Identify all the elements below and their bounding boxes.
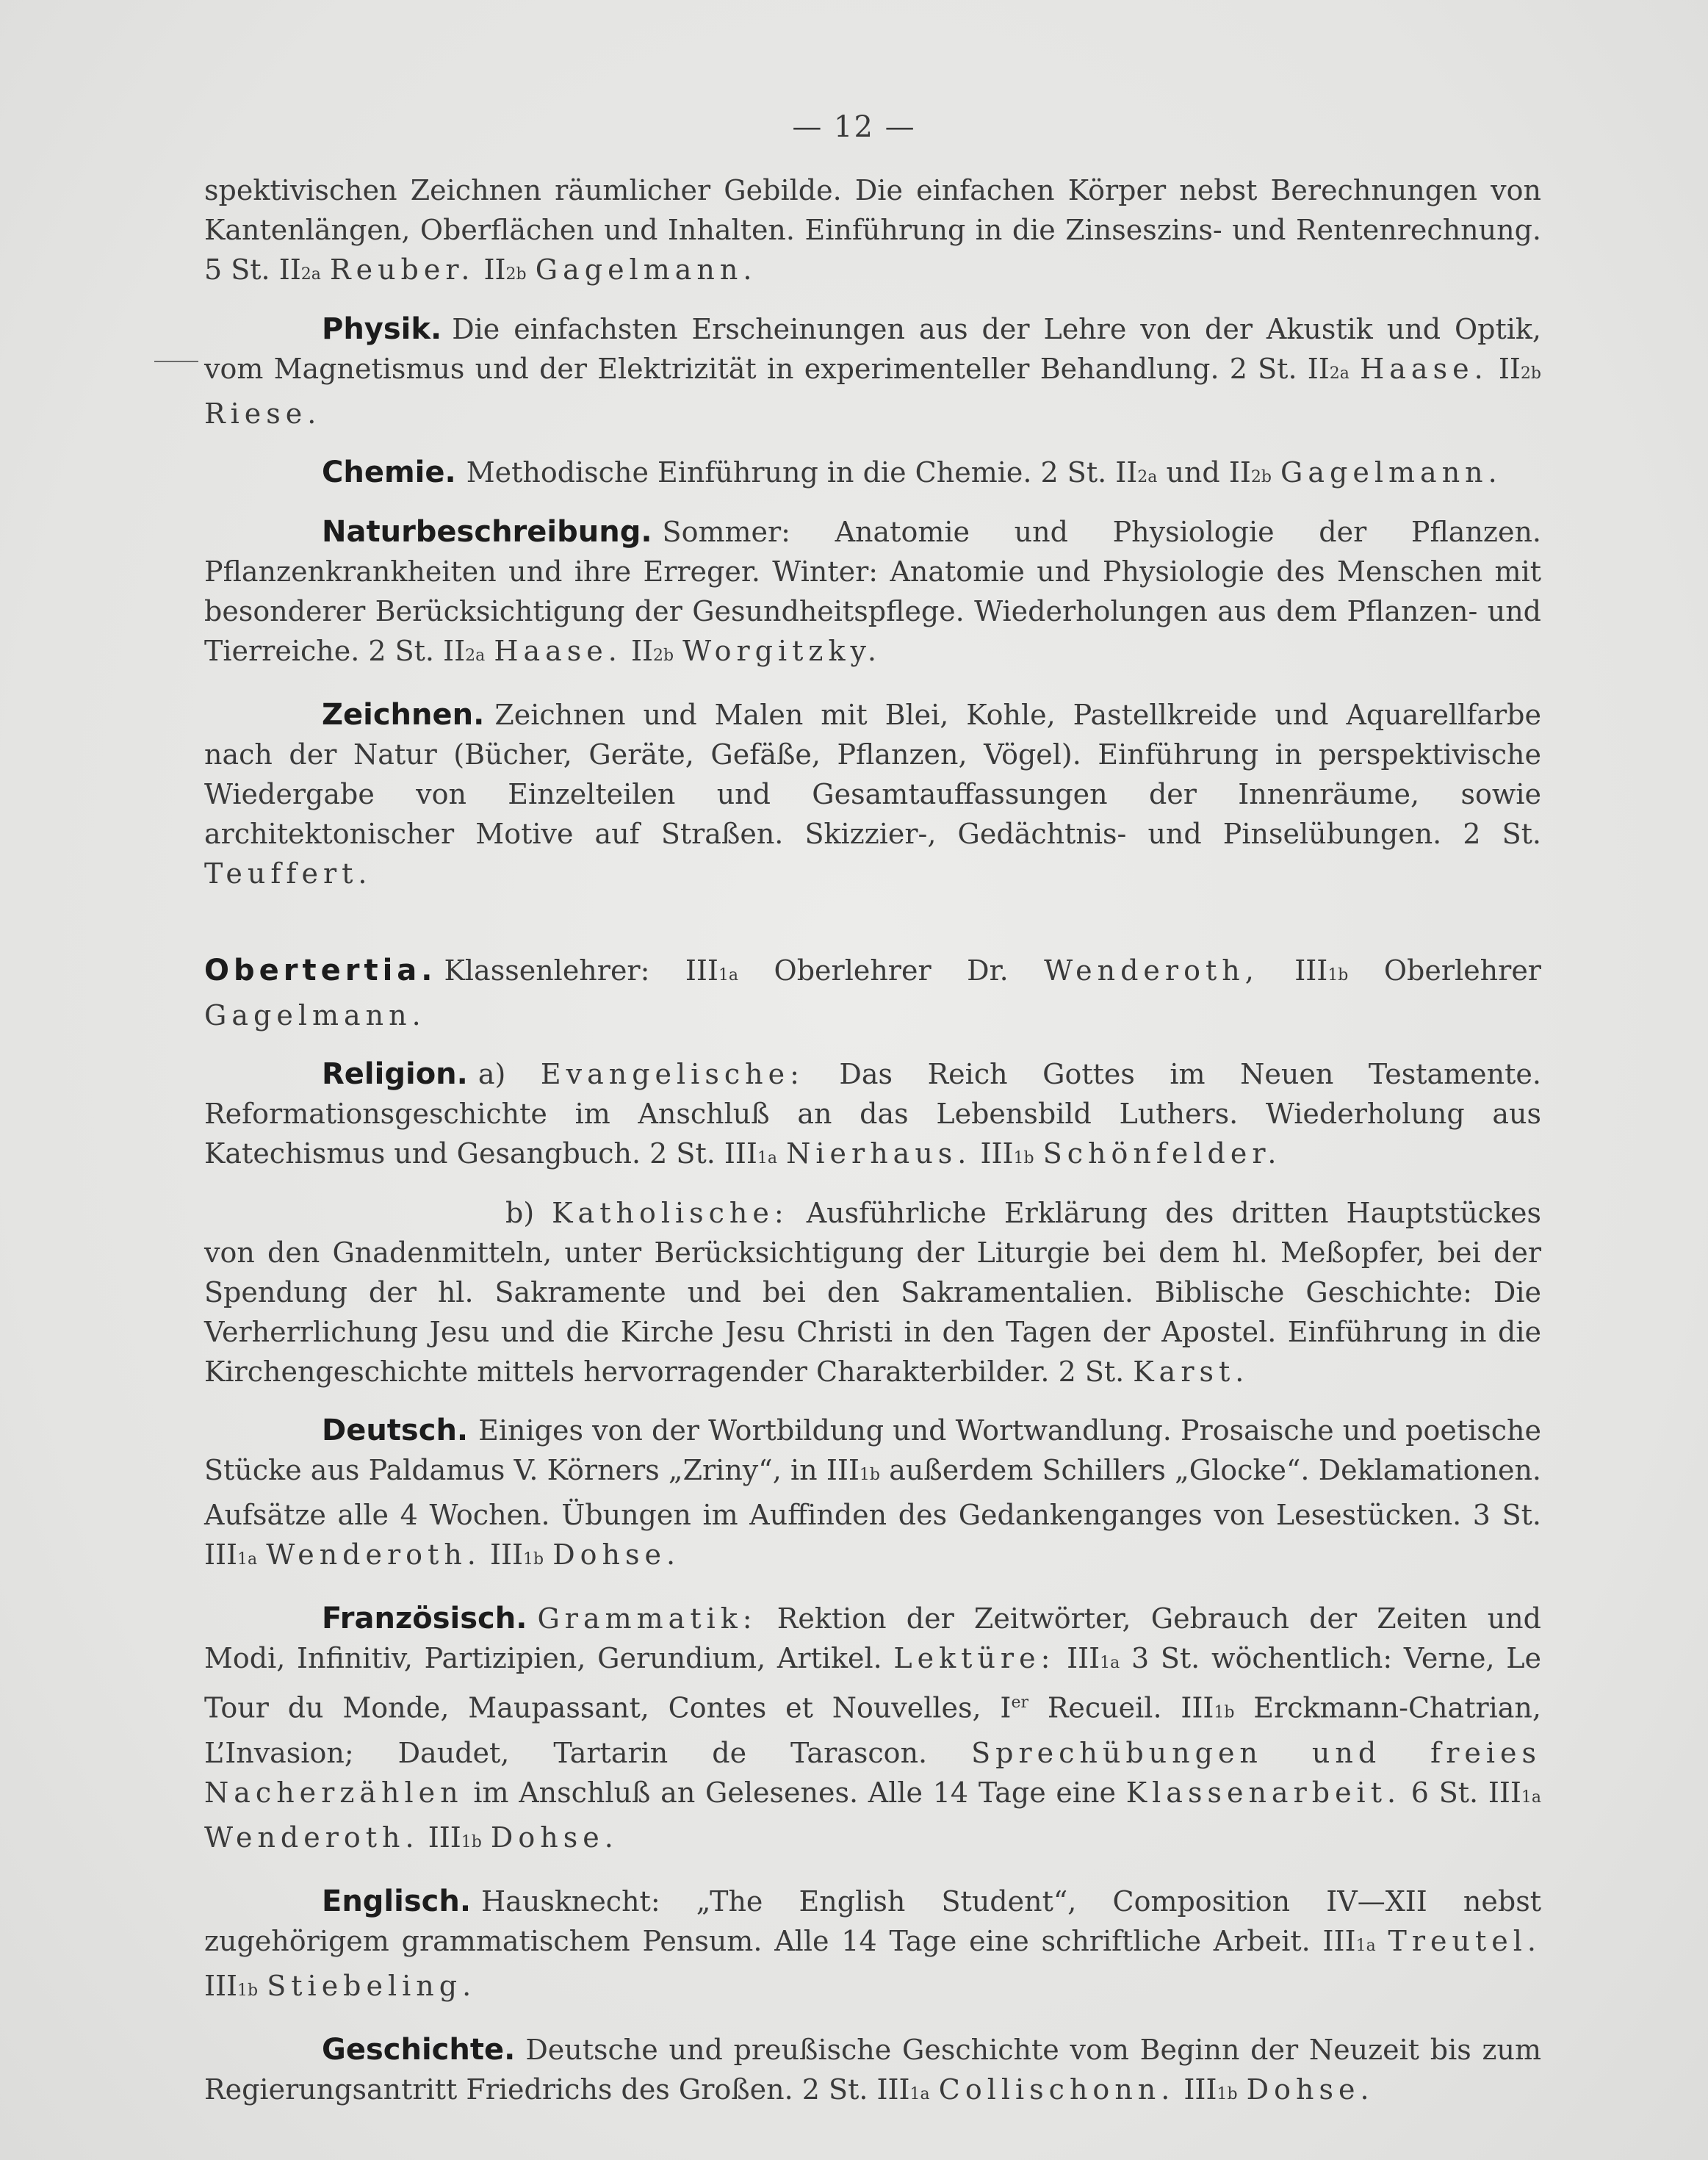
heading-physik: Physik.: [322, 312, 442, 346]
margin-mark: [154, 361, 198, 362]
heading-chemie: Chemie.: [322, 456, 456, 489]
heading-franzoesisch: Französisch.: [322, 1602, 527, 1635]
heading-zeichnen: Zeichnen.: [322, 698, 485, 732]
heading-deutsch: Deutsch.: [322, 1414, 469, 1447]
paragraph-mathematics-continued: spektivischen Zeichnen räumlicher Gebilde. Die einfachen Körper nebst Berechnungen von Kantenlängen, Oberflächen und Inhalten. Einführung in die Zinseszins- und Rentenrechnung. 5 St. II2a Reuber. II2b Gagelmann.: [204, 174, 1541, 286]
heading-geschichte: Geschichte.: [322, 2032, 516, 2067]
paragraph-deutsch: Deutsch. Einiges von der Wortbildung und Wortwandlung. Prosaische und poetische Stücke aus Paldamus V. Körners „Zriny“, in III1b außerdem Schillers „Glocke“. Deklamationen. Aufsätze alle 4 Wochen. Übungen im Auffinden des Gedankenganges von Lesestücken. 3 St. III1a Wenderoth. III1b Dohse.: [204, 1414, 1541, 1571]
heading-obertertia: Obertertia.: [204, 954, 437, 987]
class-heading-obertertia: Obertertia. Klassenlehrer: III1a Oberlehrer Dr. Wenderoth, III1b Oberlehrer Gagelmann.: [204, 954, 1541, 1032]
heading-naturbeschreibung: Naturbeschreibung.: [322, 515, 652, 549]
paragraph-religion-evangelisch: Religion. a) Evangelische: Das Reich Gottes im Neuen Testamente. Reformationsgeschichte im Anschluß an das Lebensbild Luthers. Wiederholung aus Katechismus und Gesangbuch. 2 St. III1a Nierhaus. III1b Schönfelder.: [204, 1057, 1541, 1170]
page-number: — 12 —: [792, 110, 916, 144]
paragraph-naturbeschreibung: Naturbeschreibung. Sommer: Anatomie und Physiologie der Pflanzen. Pflanzenkrankheiten und ihre Erreger. Winter: Anatomie und Physiologie des Menschen mit besonderer Berücksichtigung der Gesundheitspflege. Wiederholungen aus dem Pflanzen- und Tierreiche. 2 St. II2a Haase. II2b Worgitzky.: [204, 515, 1541, 667]
heading-englisch: Englisch.: [322, 1884, 472, 1918]
paragraph-franzoesisch: Französisch. Grammatik: Rektion der Zeitwörter, Gebrauch der Zeiten und Modi, Infinitiv, Partizipien, Gerundium, Artikel. Lektüre: III1a 3 St. wöchentlich: Verne, Le Tour du Monde, Maupassant, Contes et Nouvelles, Ier Recueil. III1b Erckmann-Chatrian, L’Invasion; Daudet, Tartarin de Tarascon. Sprechübungen und freies Nacherzählen im Anschluß an Gelesenes. Alle 14 Tage eine Klassenarbeit. 6 St. III1a Wenderoth. III1b Dohse.: [204, 1602, 1541, 1854]
paragraph-chemie: Chemie. Methodische Einführung in die Chemie. 2 St. II2a und II2b Gagelmann.: [322, 456, 1502, 489]
paragraph-englisch: Englisch. Hausknecht: „The English Student“, Composition IV—XII nebst zugehörigem grammatischem Pensum. Alle 14 Tage eine schriftliche Arbeit. III1a Treutel. III1b Stiebeling.: [204, 1884, 1541, 2002]
paragraph-geschichte: Geschichte. Deutsche und preußische Geschichte vom Beginn der Neuzeit bis zum Regierungsantritt Friedrichs des Großen. 2 St. III1a Collischonn. III1b Dohse.: [204, 2032, 1541, 2106]
heading-religion: Religion.: [322, 1057, 468, 1091]
paragraph-religion-katholisch: b) Katholische: Ausführliche Erklärung des dritten Hauptstückes von den Gnadenmitteln, unter Berücksichtigung der Liturgie bei dem hl. Meßopfer, bei der Spendung der hl. Sakramente und bei den Sakramentalien. Biblische Geschichte: Die Verherrlichung Jesu und die Kirche Jesu Christi in den Tagen der Apostel. Einführung in die Kirchengeschichte mittels hervorragender Charakterbilder. 2 St. Karst.: [204, 1197, 1541, 1388]
paragraph-physik: Physik. Die einfachsten Erscheinungen aus der Lehre von der Akustik und Optik, vom Magnetismus und der Elektrizität in experimenteller Behandlung. 2 St. II2a Haase. II2b Riese.: [204, 312, 1541, 430]
page-body: [204, 170, 1541, 2114]
paragraph-zeichnen: Zeichnen. Zeichnen und Malen mit Blei, Kohle, Pastellkreide und Aquarellfarbe nach der Natur (Bücher, Geräte, Gefäße, Pflanzen, Vögel). Einführung in perspektivische Wiedergabe von Einzelteilen und Gesamtauffassungen der Innenräume, sowie architektonischer Motive auf Straßen. Skizzier-, Gedächtnis- und Pinselübungen. 2 St. Teuffert.: [204, 698, 1541, 890]
